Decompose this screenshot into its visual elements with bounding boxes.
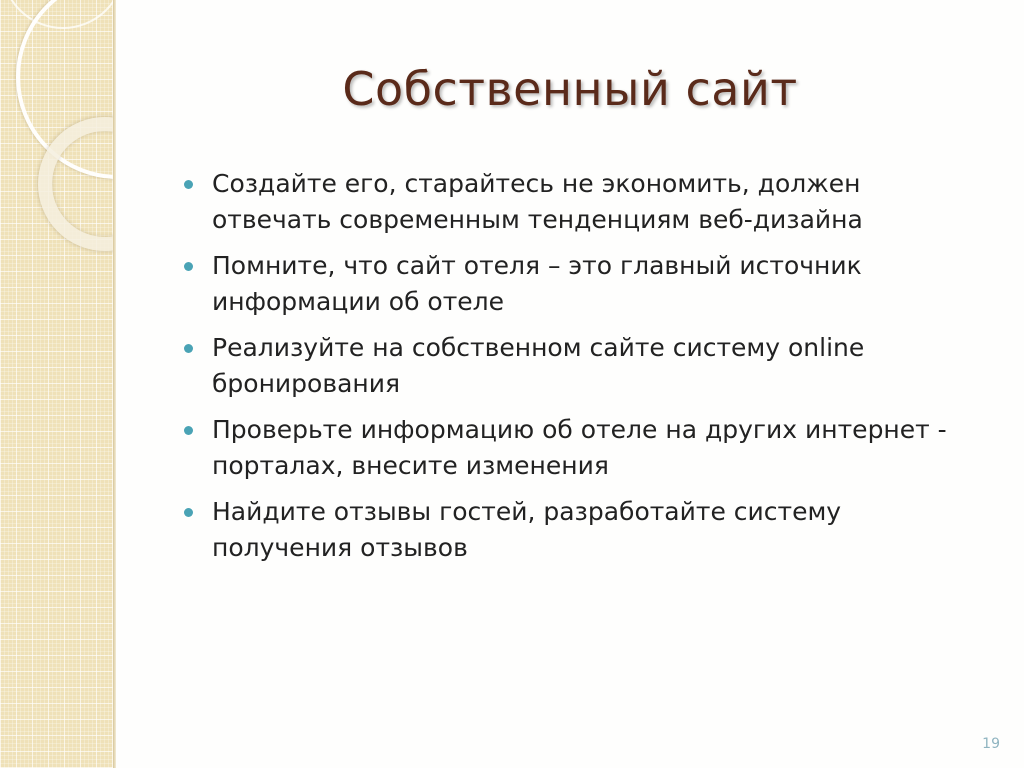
bullet-item bbox=[180, 330, 970, 402]
bullet-dot-icon bbox=[184, 262, 193, 271]
bullet-list bbox=[180, 166, 970, 576]
bullet-text: Помните, что сайт отеля – это главный источник информации об отеле bbox=[212, 251, 862, 316]
bullet-dot-icon bbox=[184, 344, 193, 353]
bullet-item bbox=[180, 494, 970, 566]
bullet-dot-icon bbox=[184, 180, 193, 189]
bullet-text: Реализуйте на собственном сайте систему online бронирования bbox=[212, 333, 865, 398]
decorative-side-band bbox=[0, 0, 113, 768]
page-number: 19 bbox=[982, 736, 1000, 752]
slide-title: Собственный сайт bbox=[342, 62, 798, 116]
bullet-item bbox=[180, 248, 970, 320]
bullet-item bbox=[180, 412, 970, 484]
bullet-item bbox=[180, 166, 970, 238]
bullet-dot-icon bbox=[184, 508, 193, 517]
bullet-text: Проверьте информацию об отеле на других интернет - порталах, внесите изменения bbox=[212, 415, 947, 480]
bullet-text: Создайте его, старайтесь не экономить, должен отвечать современным тенденциям веб-дизайна bbox=[212, 169, 863, 234]
bullet-dot-icon bbox=[184, 426, 193, 435]
bullet-text: Найдите отзывы гостей, разработайте систему получения отзывов bbox=[212, 497, 842, 562]
